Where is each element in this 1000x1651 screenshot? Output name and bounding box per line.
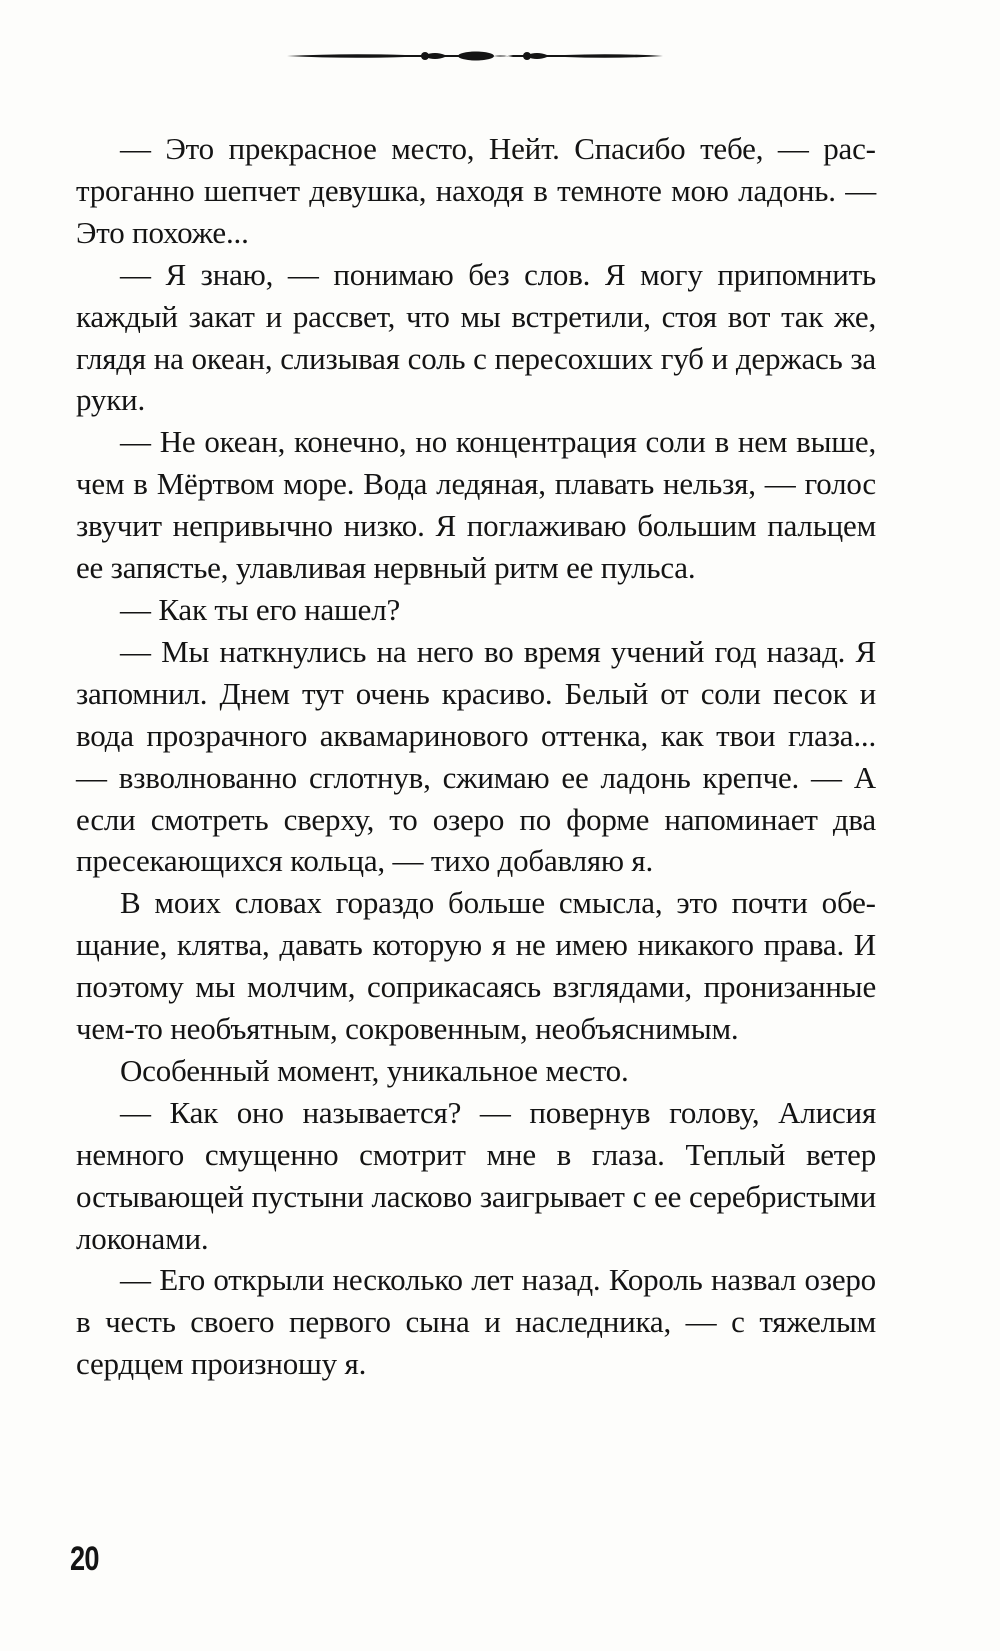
page-number: 20 — [70, 1540, 99, 1578]
paragraph: — Как ты его нашел? — [120, 591, 401, 627]
paragraph: — Не океан, конечно, но концентрация соли в нем выше, чем в Мёртвом море. Вода ледяная, плавать нельзя, — голос звучит непривычно низко. Я поглаживаю большим пальцем ее запястье, улавливая нервный ритм ее пульса. — [76, 424, 876, 586]
paragraph: — Это прекрасное место, Нейт. Спасибо тебе, — растроганно шепчет девушка, находя в темноте мою ладонь. — Это похоже... — [76, 131, 876, 250]
paragraph: Особенный момент, уникальное место. — [120, 1052, 629, 1088]
paragraph: — Как оно называется? — повернув голову, Алисия немного смущенно смотрит мне в глаза. Теплый ветер остывающей пустыни ласково заигрывает с ее серебристыми локонами. — [76, 1094, 876, 1256]
paragraph: В моих словах гораздо больше смысла, это почти обещание, клятва, давать которую я не имею никакого права. И поэтому мы молчим, соприкасаясь взглядами, пронизанные чем-то необъятным, сокровенным, необъяснимым. — [76, 885, 876, 1047]
paragraph: — Мы наткнулись на него во время учений год назад. Я запомнил. Днем тут очень красиво. Белый от соли песок и вода прозрачного аквамаринового оттенка, как твои глаза... — взволнованно сглотнув, сжимаю ее ладонь крепче. — А если смотреть сверху, то озеро по форме напоминает два пресекающихся кольца, — тихо добавляю я. — [76, 633, 876, 879]
ornament-divider — [285, 44, 665, 68]
body-text — [76, 128, 876, 1385]
paragraph: — Я знаю, — понимаю без слов. Я могу припомнить каждый закат и рассвет, что мы встретили, стоя вот так же, глядя на океан, слизывая соль с пересохших губ и держась за руки. — [76, 256, 876, 418]
paragraph: — Его открыли несколько лет назад. Король назвал озеро в честь своего первого сына и наследника, — с тяжелым сердцем произношу я. — [76, 1262, 876, 1382]
